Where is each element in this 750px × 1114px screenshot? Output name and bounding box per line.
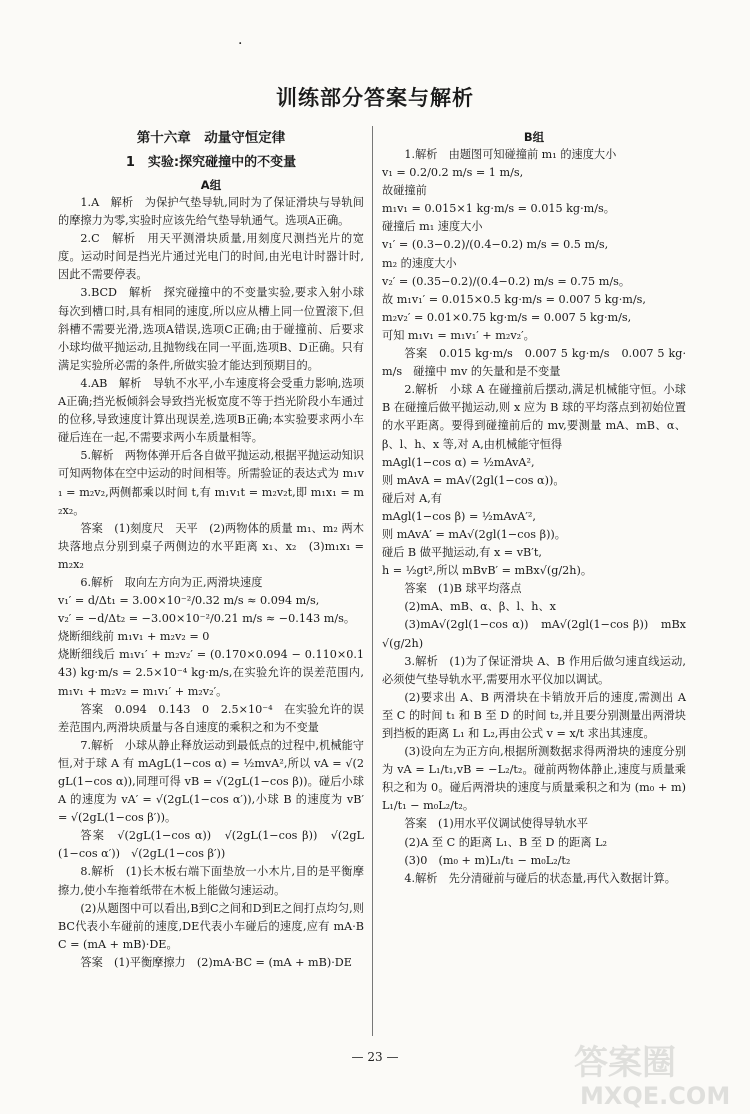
- answer-b1: 1.解析 由题图可知碰撞前 m₁ 的速度大小: [404, 148, 617, 161]
- right-column: [382, 128, 690, 888]
- formula-b2-mbvbp: h = ½gt²,所以 mBvB′ = mBx√(g/2h)。: [382, 564, 593, 578]
- answer-b2-result-2: (2)mA、mB、α、β、l、h、x: [404, 600, 556, 614]
- svg-text:答案圈: 答案圈: [574, 1043, 676, 1083]
- formula-b2-mavap: 则 mAvA′ = mA√(2gl(1−cos β))。: [382, 527, 566, 541]
- answer-b3-part2: (2)要求出 A、B 两滑块在卡销放开后的速度,需测出 A 至 C 的时间 t₁ 和 B 至 D 的时间 t₂,并且要分别测量出两滑块到挡板的距离 L₁ 和 L₂,再由公式 v = x/t 求出其速度。: [382, 690, 690, 740]
- page-number: — 23 —: [351, 1050, 399, 1064]
- answer-b2-result-3: (3)mA√(2gl(1−cos α)) mA√(2gl(1−cos β)) mBx√(g/2h): [382, 618, 686, 650]
- answer-a2: 2.C 解析 用天平测滑块质量,用刻度尺测挡光片的宽度。运动时间是挡光片通过光电门的时间,由光电计时器计时,因此不需要停表。: [58, 232, 364, 282]
- answer-b3-part3: (3)设向左为正方向,根据所测数据求得两滑块的速度分别为 vA = L₁/t₁,vB = −L₂/t₂。碰前两物体静止,速度与质量乘积之和为 0。碰后两滑块的速度与质量乘积之和为 (m₀ + m)L₁/t₁ − m₀L₂/t₂。: [382, 745, 686, 813]
- answer-b3-result-1: 答案 (1)用水平仪调试使得导轨水平: [404, 817, 589, 831]
- formula-b1-v1p: v₁′ = (0.3−0.2)/(0.4−0.2) m/s = 0.5 m/s,: [382, 238, 609, 252]
- answer-b1-result: 答案 0.015 kg·m/s 0.007 5 kg·m/s 0.007 5 kg·m/s 碰撞中 mv 的矢量和是不变量: [382, 347, 686, 379]
- formula-b1-m2v2p: m₂v₂′ = 0.01×0.75 kg·m/s = 0.007 5 kg·m/s,: [382, 310, 632, 324]
- text-b1-after: 碰撞后 m₁ 速度大小: [382, 220, 483, 234]
- answer-b3: 3.解析 (1)为了保证滑块 A、B 作用后做匀速直线运动,必须使气垫导轨水平,需要用水平仪加以调试。: [382, 654, 686, 686]
- svg-text:MXQE.COM: MXQE.COM: [580, 1082, 731, 1110]
- formula-b1-conclusion: 可知 m₁v₁ = m₁v₁′ + m₂v₂′。: [382, 328, 535, 342]
- watermark-logo: [570, 1036, 740, 1110]
- section-heading: 1 实验:探究碰撞中的不变量: [125, 155, 297, 170]
- formula-b1-m1v1: m₁v₁ = 0.015×1 kg·m/s = 0.015 kg·m/s。: [382, 202, 615, 216]
- formula-v2: v₂′ = −d/Δt₂ = −3.00×10⁻²/0.21 m/s ≈ −0.143 m/s。: [58, 612, 356, 626]
- answer-b2-result-1: 答案 (1)B 球平均落点: [404, 582, 522, 596]
- answer-a8-part2: (2)从题图中可以看出,B到C之间和D到E之间打点均匀,则BC代表小车碰前的速度,DE代表小车碰后的速度,应有 mA·BC = (mA + mB)·DE。: [58, 901, 364, 951]
- group-a-heading: A组: [200, 178, 222, 192]
- text-b1-m2: m₂ 的速度大小: [382, 256, 457, 270]
- answer-a5: 5.解析 两物体弹开后各自做平抛运动,根据平抛运动知识可知两物体在空中运动的时间相等。所需验证的表达式为 m₁v₁ = m₂v₂,两侧都乘以时间 t,有 m₁v₁t = m₂v₂t,即 m₁x₁ = m₂x₂。: [58, 449, 364, 517]
- answer-b4: 4.解析 先分清碰前与碰后的状态量,再代入数据计算。: [404, 871, 676, 885]
- group-b-heading: B组: [523, 130, 545, 144]
- answer-a6-before: 烧断细线前 m₁v₁ + m₂v₂ = 0: [58, 630, 210, 644]
- answer-a5-result: 答案 (1)刻度尺 天平 (2)两物体的质量 m₁、m₂ 两木块落地点分别到桌子两侧边的水平距离 x₁、x₂ (3)m₁x₁ = m₂x₂: [58, 521, 368, 571]
- header-mark: ·: [238, 36, 243, 52]
- answer-a3: 3.BCD 解析 探究碰撞中的不变量实验,要求入射小球每次到槽口时,具有相同的速度,所以应从槽上同一位置滚下,但斜槽不需要光滑,选项A错误,选项C正确;由于碰撞前、后要求小球均做平抛运动,且抛物线在同一平面,选项B、D正确。只有满足实验所必需的条件,所做实验才能达到预期目的。: [58, 286, 364, 372]
- answer-a6-result: 答案 0.094 0.143 0 2.5×10⁻⁴ 在实验允许的误差范围内,两滑块质量与各自速度的乘积之和为不变量: [58, 702, 364, 734]
- formula-v1: v₁′ = d/Δt₁ = 3.00×10⁻²/0.32 m/s ≈ 0.094 m/s,: [58, 594, 320, 608]
- text-b1-before: 故碰撞前: [382, 184, 427, 198]
- answer-b3-result-2: (2)A 至 C 的距离 L₁、B 至 D 的距离 L₂: [404, 835, 608, 849]
- formula-b2-energy-a-after: mAgl(1−cos β) = ½mAvA′²,: [382, 509, 536, 523]
- formula-b2-mava: 则 mAvA = mA√(2gl(1−cos α))。: [382, 473, 565, 487]
- answer-a8-result: 答案 (1)平衡摩擦力 (2)mA·BC = (mA + mB)·DE: [80, 955, 352, 969]
- formula-b1-v2p: v₂′ = (0.35−0.2)/(0.4−0.2) m/s = 0.75 m/s。: [382, 274, 631, 288]
- answer-a6: 6.解析 取向左方向为正,两滑块速度: [80, 575, 263, 589]
- answer-a8: 8.解析 (1)长木板右端下面垫放一小木片,目的是平衡摩擦力,使小车拖着纸带在木板上能做匀速运动。: [58, 865, 364, 897]
- formula-b2-energy-a: mAgl(1−cos α) = ½mAvA²,: [382, 455, 535, 469]
- answer-a7-result: 答案 √(2gL(1−cos α)) √(2gL(1−cos β)) √(2gL(1−cos α′)) √(2gL(1−cos β′)): [58, 829, 364, 861]
- answer-b2: 2.解析 小球 A 在碰撞前后摆动,满足机械能守恒。小球 B 在碰撞后做平抛运动,则 x 应为 B 球的平均落点到初始位置的水平距离。要得到碰撞前后的 mv,要测量 mA、mB、α、β、l、h、x 等,对 A,由机械能守恒得: [382, 383, 690, 451]
- column-divider: [372, 126, 373, 1036]
- left-column: [58, 128, 368, 972]
- answer-a1: 1.A 解析 为保护气垫导轨,同时为了保证滑块与导轨间的摩擦力为零,实验时应该先给气垫导轨通气。选项A正确。: [58, 196, 364, 228]
- answer-b3-result-3: (3)0 (m₀ + m)L₁/t₁ − m₀L₂/t₂: [404, 853, 571, 867]
- text-b2-after: 碰后对 A,有: [382, 491, 442, 505]
- page-title: 训练部分答案与解析: [276, 86, 474, 110]
- formula-b1-m1v1p: 故 m₁v₁′ = 0.015×0.5 kg·m/s = 0.007 5 kg·m/s,: [382, 292, 646, 306]
- answer-a6-after: 烧断细线后 m₁v₁′ + m₂v₂′ = (0.170×0.094 − 0.110×0.143) kg·m/s = 2.5×10⁻⁴ kg·m/s,在实验允许的误差范围内,m₁v₁ + m₂v₂ = m₁v₁′ + m₂v₂′。: [58, 648, 364, 698]
- text-b2-projectile: 碰后 B 做平抛运动,有 x = vB′t,: [382, 546, 542, 560]
- formula-b1-v1: v₁ = 0.2/0.2 m/s = 1 m/s,: [382, 166, 524, 180]
- answer-a4: 4.AB 解析 导轨不水平,小车速度将会受重力影响,选项A正确;挡光板倾斜会导致挡光板宽度不等于挡光阶段小车通过的位移,导致速度计算出现误差,选项B正确;本实验要求两小车碰后连在一起,不需要求两小车质量相等。: [58, 376, 364, 445]
- chapter-heading: 第十六章 动量守恒定律: [136, 130, 286, 146]
- answer-a7: 7.解析 小球从静止释放运动到最低点的过程中,机械能守恒,对于球 A 有 mAgL(1−cos α) = ½mvA²,所以 vA = √(2gL(1−cos α)),同理可得 vB = √(2gL(1−cos β))。碰后小球 A 的速度为 vA′ = √(2gL(1−cos α′)),小球 B 的速度为 vB′ = √(2gL(1−cos β′))。: [58, 738, 368, 825]
